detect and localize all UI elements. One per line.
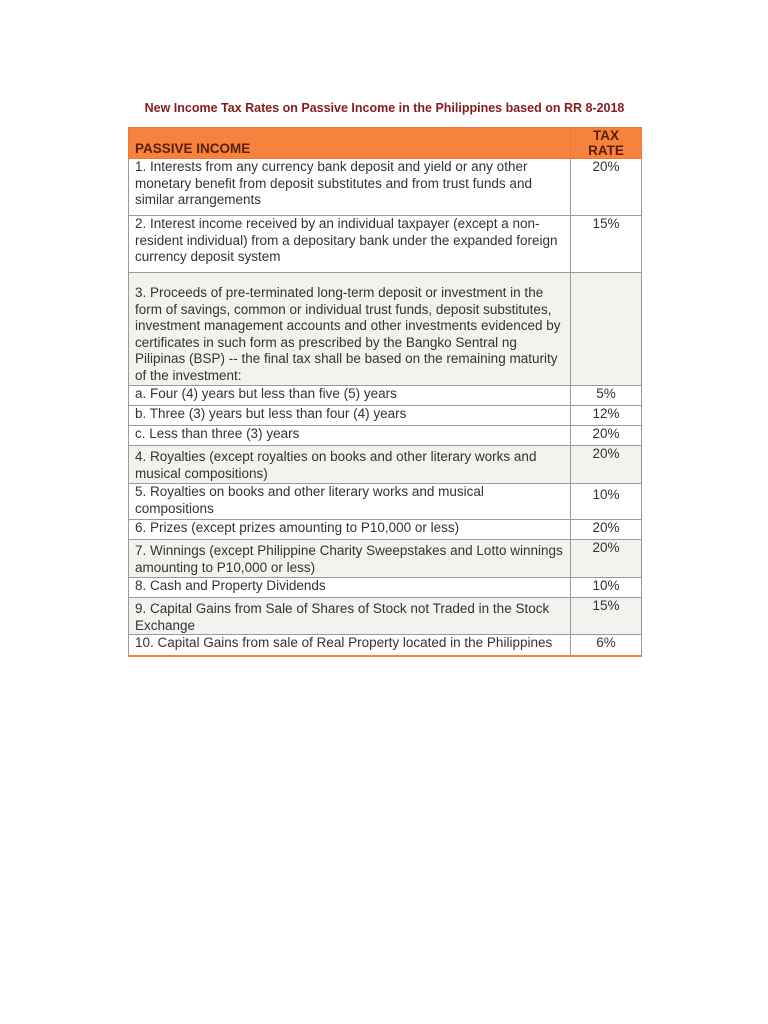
- header-tax-rate-line2: RATE: [588, 143, 624, 158]
- table-row: [129, 540, 642, 578]
- header-tax-rate: [571, 128, 642, 159]
- row-income-cell: 1. Interests from any currency bank deposit and yield or any other monetary benefit from deposit substitutes and from trust funds and similar arrangements: [129, 159, 571, 216]
- row-income-cell: 8. Cash and Property Dividends: [129, 578, 571, 598]
- row-income-cell: a. Four (4) years but less than five (5) years: [129, 386, 571, 406]
- table-row: [129, 635, 642, 656]
- row-income-cell: 10. Capital Gains from sale of Real Property located in the Philippines: [129, 635, 571, 656]
- row-rate-cell: 10%: [571, 484, 642, 520]
- table-row: [129, 159, 642, 216]
- header-tax-rate-line1: TAX: [593, 128, 619, 143]
- table-header-row: [129, 128, 642, 159]
- row-income-cell: 4. Royalties (except royalties on books and other literary works and musical compositions): [129, 446, 571, 484]
- row-income-cell: 3. Proceeds of pre-terminated long-term deposit or investment in the form of savings, common or individual trust funds, deposit substitutes, investment management accounts and other investments evidenced by certificates in such form as prescribed by the Bangko Sentral ng Pilipinas (BSP) -- the final tax shall be based on the remaining maturity of the investment:: [129, 273, 571, 386]
- document-title: New Income Tax Rates on Passive Income in the Philippines based on RR 8-2018: [144, 101, 625, 115]
- row-income-cell: 7. Winnings (except Philippine Charity Sweepstakes and Lotto winnings amounting to P10,000 or less): [129, 540, 571, 578]
- table-row: [129, 484, 642, 520]
- row-income-cell: b. Three (3) years but less than four (4) years: [129, 406, 571, 426]
- row-rate-cell: 15%: [571, 216, 642, 273]
- row-income-cell: 2. Interest income received by an individual taxpayer (except a non-resident individual) from a depositary bank under the expanded foreign currency deposit system: [129, 216, 571, 273]
- table-row: [129, 446, 642, 484]
- table-row: [129, 578, 642, 598]
- row-rate-cell: [571, 273, 642, 386]
- table-row: [129, 386, 642, 406]
- header-passive-income: PASSIVE INCOME: [129, 128, 571, 159]
- row-rate-cell: 20%: [571, 426, 642, 446]
- row-income-cell: 9. Capital Gains from Sale of Shares of Stock not Traded in the Stock Exchange: [129, 598, 571, 635]
- row-rate-cell: 5%: [571, 386, 642, 406]
- row-income-cell: 5. Royalties on books and other literary works and musical compositions: [129, 484, 571, 520]
- row-rate-cell: 6%: [571, 635, 642, 656]
- row-rate-cell: 15%: [571, 598, 642, 635]
- row-rate-cell: 20%: [571, 159, 642, 216]
- row-rate-cell: 20%: [571, 446, 642, 484]
- row-income-cell: 6. Prizes (except prizes amounting to P10,000 or less): [129, 520, 571, 540]
- table-row: [129, 406, 642, 426]
- table-row: [129, 598, 642, 635]
- tax-rates-table: [128, 127, 642, 657]
- row-rate-cell: 10%: [571, 578, 642, 598]
- table-row: [129, 426, 642, 446]
- row-rate-cell: 20%: [571, 520, 642, 540]
- row-rate-cell: 20%: [571, 540, 642, 578]
- row-rate-cell: 12%: [571, 406, 642, 426]
- table-row: [129, 520, 642, 540]
- table-row: [129, 273, 642, 386]
- table-row: [129, 216, 642, 273]
- row-income-cell: c. Less than three (3) years: [129, 426, 571, 446]
